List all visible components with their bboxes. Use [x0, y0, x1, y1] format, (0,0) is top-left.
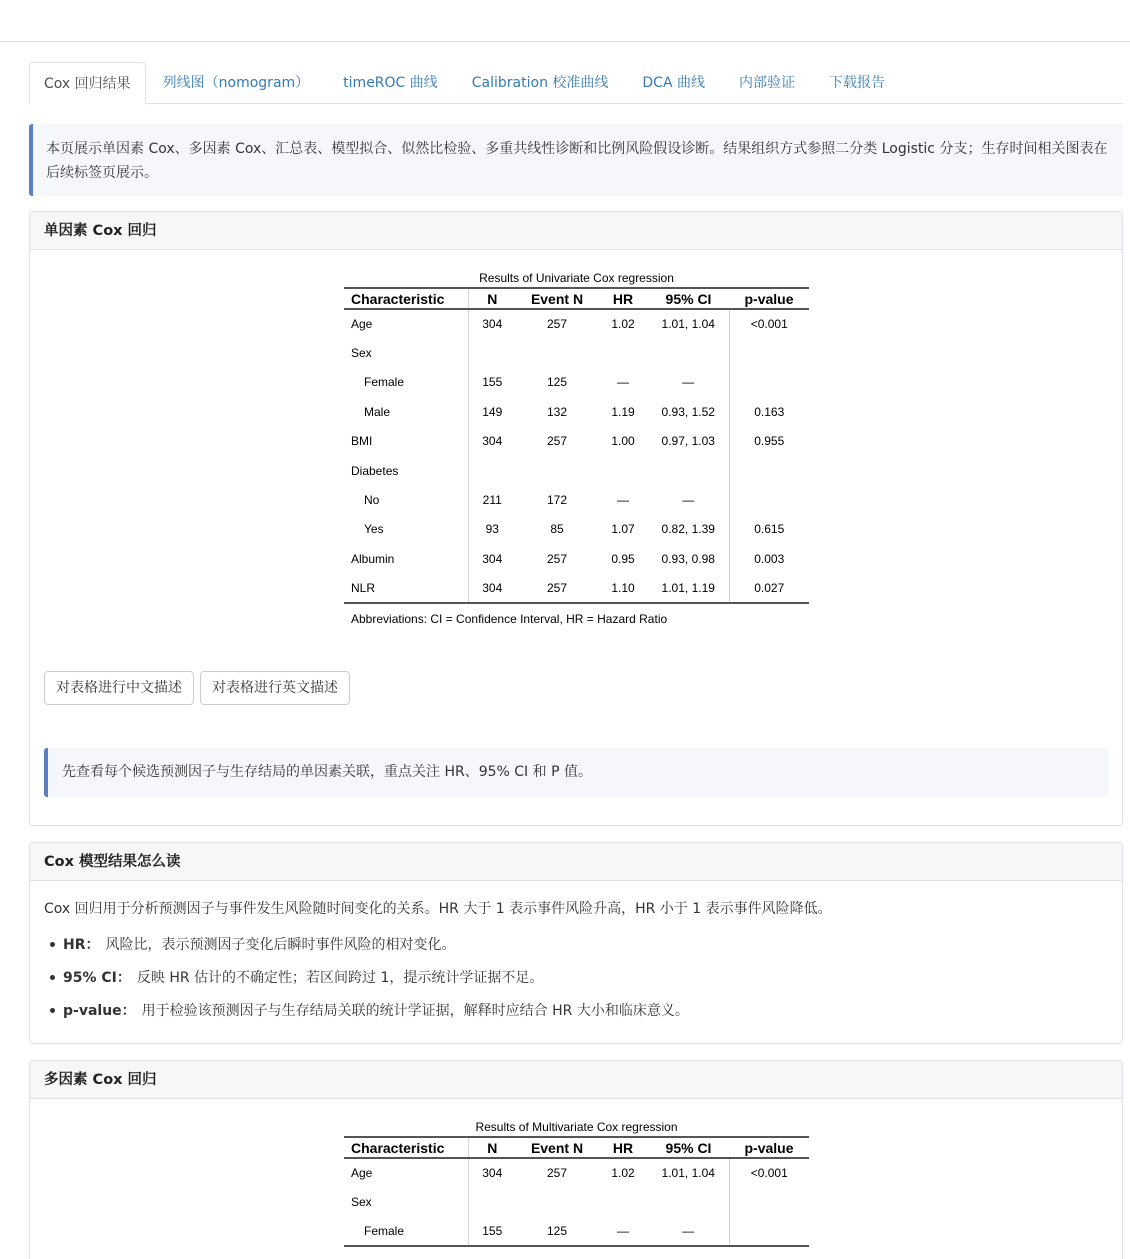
cell-hr: —: [617, 493, 629, 508]
multivariate-card: [29, 1060, 1123, 1259]
cell-ci: 0.93, 0.98: [648, 544, 729, 573]
term-description: 用于检验该预测因子与生存结局关联的统计学证据，解释时应结合 HR 大小和临床意义。: [141, 1003, 689, 1019]
cell-hr: 1.10: [611, 580, 635, 595]
univariate-card-header: 单因素 Cox 回归: [30, 212, 1122, 250]
reading-guide-header: Cox 模型结果怎么读: [30, 843, 1122, 881]
tab-nomogram[interactable]: 列线图（nomogram）: [162, 75, 310, 91]
cell-event-n: 257: [546, 551, 568, 566]
tab-bar: [29, 62, 1123, 104]
cell-n: 304: [482, 434, 503, 449]
column-header: 95% CI: [665, 1139, 712, 1156]
univariate-table-wrap: [344, 269, 809, 626]
cell-n: [468, 1187, 516, 1216]
cell-ci: —: [648, 1217, 729, 1246]
reading-guide-list: [50, 934, 689, 1033]
table-row: [344, 1158, 809, 1187]
table-row: [344, 1217, 809, 1246]
term-description: 反映 HR 估计的不确定性；若区间跨过 1，提示统计学证据不足。: [136, 970, 544, 986]
table-row: [344, 368, 809, 397]
multivariate-table-wrap: [344, 1118, 809, 1247]
list-item: [50, 1000, 689, 1033]
cell-p: <0.001: [750, 1166, 788, 1181]
tab-internal-validation[interactable]: 内部验证: [739, 75, 795, 91]
cell-n: [468, 338, 516, 367]
table-row: [344, 574, 809, 603]
cell-hr: 1.19: [611, 404, 635, 419]
cell-hr: [598, 338, 648, 367]
table-row: [344, 485, 809, 514]
cell-p: 0.163: [754, 404, 785, 419]
cell-p: <0.001: [750, 317, 788, 332]
column-header: Characteristic: [344, 288, 468, 309]
cell-p: [729, 368, 809, 397]
tab-cox-results[interactable]: Cox 回归结果: [29, 62, 146, 105]
cell-ci: [648, 456, 729, 485]
cell-n: 93: [485, 522, 499, 537]
cell-event-n: [516, 338, 598, 367]
cell-hr: —: [617, 375, 629, 390]
cell-event-n: 85: [550, 522, 564, 537]
cell-ci: 1.01, 1.04: [648, 309, 729, 338]
tab-download-report[interactable]: 下载报告: [829, 75, 885, 91]
univariate-table: [344, 287, 809, 604]
table-row: [344, 397, 809, 426]
cell-event-n: 125: [546, 1223, 568, 1238]
cell-n: 304: [482, 551, 503, 566]
column-header: HR: [612, 290, 634, 307]
term-description: 风险比，表示预测因子变化后瞬时事件风险的相对变化。: [105, 937, 456, 953]
table-row: [344, 338, 809, 367]
table-row: [344, 1187, 809, 1216]
cell-hr: 1.02: [611, 317, 635, 332]
column-header: 95% CI: [665, 290, 712, 307]
row-label: Age: [344, 1158, 468, 1187]
cell-event-n: 257: [546, 580, 568, 595]
cell-p: [729, 338, 809, 367]
column-header: p-value: [744, 290, 794, 307]
row-label: Female: [344, 1217, 468, 1246]
row-label: Albumin: [344, 544, 468, 573]
describe-table-english-button[interactable]: 对表格进行英文描述: [200, 671, 350, 705]
cell-ci: —: [648, 485, 729, 514]
tab-calibration[interactable]: Calibration 校准曲线: [471, 75, 609, 91]
column-header: Characteristic: [344, 1137, 468, 1158]
table-footnote: Abbreviations: CI = Confidence Interval, HR = Hazard Ratio: [351, 611, 668, 626]
table-row: [344, 544, 809, 573]
cell-ci: —: [648, 368, 729, 397]
cell-p: 0.027: [754, 580, 785, 595]
row-label: No: [344, 485, 468, 514]
reading-guide-intro: Cox 回归用于分析预测因子与事件发生风险随时间变化的关系。HR 大于 1 表示事件风险升高，HR 小于 1 表示事件风险降低。: [44, 901, 832, 917]
list-item: [50, 967, 689, 1000]
term-hr: HR：: [63, 937, 100, 953]
cell-ci: 0.93, 1.52: [648, 397, 729, 426]
table-header-row: [344, 288, 809, 309]
table-row: [344, 309, 809, 338]
cell-event-n: [516, 1187, 598, 1216]
cell-event-n: 125: [546, 375, 568, 390]
cell-p: 0.003: [754, 551, 785, 566]
describe-table-chinese-button[interactable]: 对表格进行中文描述: [44, 671, 194, 705]
cell-hr: —: [617, 1223, 629, 1238]
column-header: HR: [612, 1139, 634, 1156]
row-label: Diabetes: [344, 456, 468, 485]
cell-n: 304: [482, 1166, 503, 1181]
cell-hr: 0.95: [611, 551, 635, 566]
table-row: [344, 515, 809, 544]
cell-event-n: 132: [546, 404, 568, 419]
cell-hr: [598, 456, 648, 485]
cell-ci: [648, 338, 729, 367]
cell-ci: 1.01, 1.19: [648, 574, 729, 603]
term-ci: 95% CI：: [63, 970, 131, 986]
cell-n: 155: [482, 375, 503, 390]
multivariate-table: [344, 1136, 809, 1247]
cell-event-n: 172: [546, 493, 568, 508]
cell-ci: 0.97, 1.03: [648, 427, 729, 456]
cell-p: [729, 485, 809, 514]
cell-event-n: [516, 456, 598, 485]
cell-event-n: 257: [546, 434, 568, 449]
table-row: [344, 456, 809, 485]
univariate-table-title: Results of Univariate Cox regression: [479, 271, 674, 285]
row-label: NLR: [344, 574, 468, 603]
column-header: N: [487, 290, 498, 307]
row-label: Female: [344, 368, 468, 397]
term-pvalue: p-value：: [63, 1003, 136, 1019]
row-label: Sex: [344, 1187, 468, 1216]
row-label: Sex: [344, 338, 468, 367]
tab-timeroc[interactable]: timeROC 曲线: [343, 75, 438, 91]
cell-n: 304: [482, 317, 503, 332]
cell-hr: 1.00: [611, 434, 635, 449]
cell-p: [729, 456, 809, 485]
cell-n: 149: [482, 404, 503, 419]
cell-p: 0.615: [754, 522, 785, 537]
cell-hr: 1.02: [611, 1166, 635, 1181]
cell-ci: 1.01, 1.04: [648, 1158, 729, 1187]
cell-event-n: 257: [546, 1166, 568, 1181]
column-header: p-value: [744, 1139, 794, 1156]
column-header: N: [487, 1139, 498, 1156]
row-label: Male: [344, 397, 468, 426]
cell-ci: 0.82, 1.39: [648, 515, 729, 544]
cell-ci: [648, 1187, 729, 1216]
column-header: Event N: [530, 1139, 584, 1156]
cell-p: [729, 1217, 809, 1246]
cell-hr: 1.07: [611, 522, 635, 537]
cell-hr: [598, 1187, 648, 1216]
cell-n: 155: [482, 1223, 503, 1238]
top-navbar: [0, 0, 1130, 42]
intro-callout: 本页展示单因素 Cox、多因素 Cox、汇总表、模型拟合、似然比检验、多重共线性诊断和比例风险假设诊断。结果组织方式参照二分类 Logistic 分支；生存时间相关图表在后续标签页展示。: [29, 124, 1123, 196]
cell-p: [729, 1187, 809, 1216]
table-row: [344, 427, 809, 456]
row-label: BMI: [344, 427, 468, 456]
multivariate-table-title: Results of Multivariate Cox regression: [475, 1120, 678, 1134]
cell-n: [468, 456, 516, 485]
cell-p: 0.955: [754, 434, 785, 449]
list-item: [50, 934, 689, 967]
column-header: Event N: [530, 290, 584, 307]
cell-n: 304: [482, 580, 503, 595]
cell-event-n: 257: [546, 317, 568, 332]
tab-dca[interactable]: DCA 曲线: [642, 75, 705, 91]
multivariate-card-header: 多因素 Cox 回归: [30, 1061, 1122, 1099]
row-label: Age: [344, 309, 468, 338]
cell-n: 211: [482, 493, 502, 508]
reading-guide-card: [29, 842, 1123, 1044]
univariate-card: [29, 211, 1123, 826]
univariate-note: 先查看每个候选预测因子与生存结局的单因素关联，重点关注 HR、95% CI 和 P 值。: [44, 748, 1109, 797]
table-header-row: [344, 1137, 809, 1158]
row-label: Yes: [344, 515, 468, 544]
